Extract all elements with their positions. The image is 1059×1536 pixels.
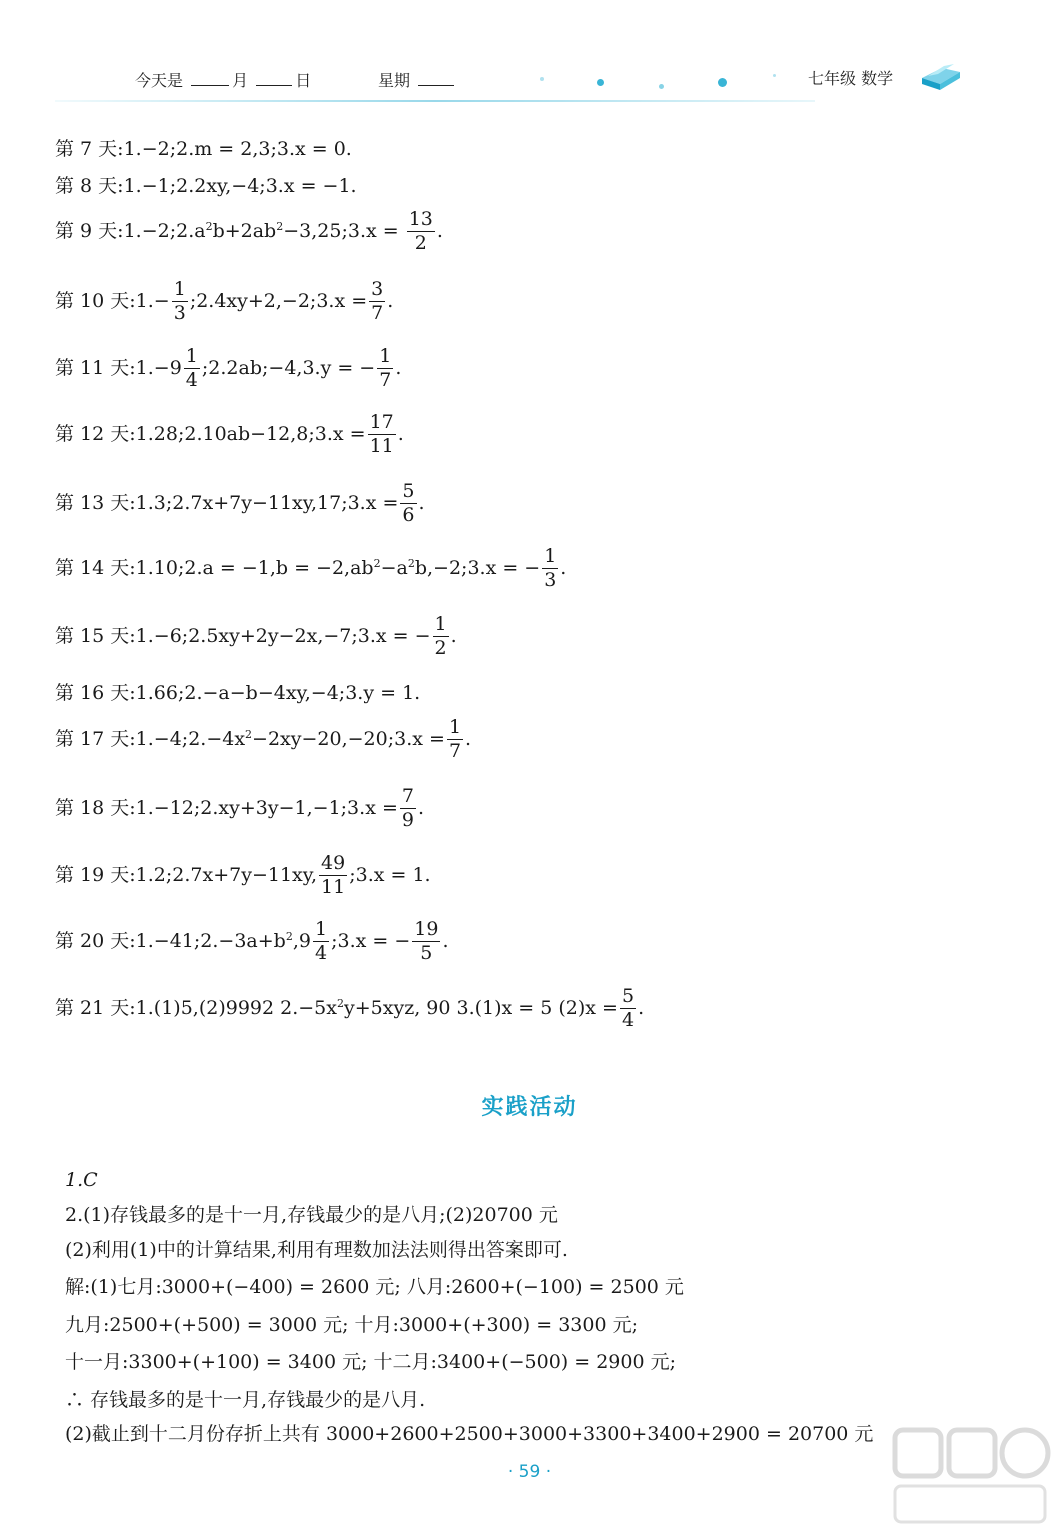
exponent: 2: [285, 929, 293, 943]
text: 第 13 天:1.3;2.7x+7y−11xy,17;3.x =: [55, 491, 399, 514]
answer-day-18: [55, 787, 424, 831]
text: .: [418, 491, 425, 514]
practice-line-8: (2)截止到十二月份存折上共有 3000+2600+2500+3000+3300+3400+2900 = 20700 元: [65, 1423, 874, 1445]
denominator: 7: [448, 739, 462, 762]
text: b,−2;3.x = −: [414, 556, 541, 579]
answer-day-15: [55, 615, 457, 659]
fraction: [313, 920, 329, 964]
text: ,9: [292, 929, 311, 952]
text: −a: [380, 556, 408, 579]
numerator: 7: [401, 785, 414, 807]
numerator: 1: [544, 545, 557, 567]
text: 第 14 天:1.10;2.a = −1,b = −2,ab: [55, 556, 374, 579]
text: ;3.x = 1.: [349, 863, 431, 886]
text: .: [417, 796, 425, 819]
text: .: [450, 624, 457, 647]
text: 第 12 天:1.28;2.10ab−12,8;3.x =: [55, 422, 366, 445]
text: 第 11 天:1.−9: [55, 356, 182, 379]
text: y+5xyz, 90 3.(1)x = 5 (2)x =: [344, 996, 618, 1019]
text: .: [436, 219, 443, 242]
fraction: [620, 987, 636, 1031]
numerator: 1: [434, 613, 447, 635]
text: 第 9 天:1.−2;2.a: [55, 219, 206, 242]
denominator: 4: [621, 1008, 635, 1031]
text: 第 20 天:1.−41;2.−3a+b: [55, 929, 286, 952]
text: b+2ab: [212, 219, 277, 242]
decor-dot: [597, 79, 604, 86]
page-number: · 59 ·: [507, 1462, 552, 1482]
answer-day-12: [55, 413, 404, 457]
denominator: 3: [544, 568, 557, 591]
text: .: [395, 356, 402, 379]
date-prefix: 今天是: [135, 71, 184, 90]
text: 第 10 天:1.−: [55, 289, 170, 312]
practice-line-3: (2)利用(1)中的计算结果,利用有理数加法法则得出答案即可.: [65, 1239, 568, 1261]
text: 第 18 天:1.−12;2.xy+3y−1,−1;3.x =: [55, 796, 398, 819]
fraction: [433, 615, 449, 659]
numerator: 1: [448, 716, 462, 738]
day-blank: [256, 71, 292, 86]
answer-day-11: [55, 347, 401, 391]
denominator: 7: [379, 368, 392, 391]
answer-day-9: [55, 210, 443, 254]
fraction: [172, 280, 188, 324]
page-header: [0, 0, 1059, 115]
text: .: [465, 727, 472, 750]
text: .: [397, 422, 404, 445]
denominator: 2: [414, 231, 427, 254]
exponent: 2: [373, 556, 381, 570]
denominator: 3: [173, 301, 186, 324]
grade-subject: 七年级 数学: [808, 69, 894, 88]
day-label: 日: [295, 71, 312, 90]
denominator: 11: [321, 875, 346, 898]
text: .: [442, 929, 449, 952]
text: −2xy−20,−20;3.x =: [252, 727, 445, 750]
text: −3,25;3.x =: [283, 219, 399, 242]
month-label: 月: [232, 71, 249, 90]
numerator: 3: [371, 278, 384, 300]
denominator: 2: [434, 636, 447, 659]
denominator: 4: [314, 941, 328, 964]
answer-day-17: [55, 718, 471, 762]
text: .: [560, 556, 567, 579]
answer-day-8: 第 8 天:1.−1;2.2xy,−4;3.x = −1.: [55, 175, 357, 197]
practice-line-4: 解:(1)七月:3000+(−400) = 2600 元; 八月:2600+(−100) = 2500 元: [65, 1276, 684, 1298]
answer-day-10: [55, 280, 393, 324]
text: 第 15 天:1.−6;2.5xy+2y−2x,−7;3.x = −: [55, 624, 431, 647]
text: .: [638, 996, 645, 1019]
text: 第 21 天:1.(1)5,(2)9992 2.−5x: [55, 996, 337, 1019]
fraction: [412, 920, 440, 964]
decor-dot: [540, 77, 544, 81]
text: 第 19 天:1.2;2.7x+7y−11xy,: [55, 863, 318, 886]
exponent: 2: [407, 556, 415, 570]
numerator: 1: [379, 345, 392, 367]
fraction: [184, 347, 200, 391]
numerator: 49: [321, 852, 346, 874]
date-fill-in: [135, 68, 311, 91]
answer-day-14: [55, 547, 566, 591]
practice-line-6: 十一月:3300+(+100) = 3400 元; 十二月:3400+(−500) = 2900 元;: [65, 1351, 676, 1373]
text: ;2.4xy+2,−2;3.x =: [189, 289, 368, 312]
exponent: 2: [245, 727, 253, 741]
header-divider: [55, 100, 815, 102]
answer-day-13: [55, 482, 425, 526]
fraction: [369, 280, 385, 324]
numerator: 5: [621, 985, 635, 1007]
numerator: 17: [369, 411, 394, 433]
fraction: [319, 854, 347, 898]
numerator: 13: [408, 208, 433, 230]
decor-dot: [718, 78, 727, 87]
exponent: 2: [337, 996, 344, 1010]
denominator: 6: [402, 503, 415, 526]
answer-day-20: [55, 920, 448, 964]
practice-line-2: 2.(1)存钱最多的是十一月,存钱最少的是八月;(2)20700 元: [65, 1204, 558, 1226]
denominator: 11: [369, 434, 394, 457]
decor-dot: [659, 84, 664, 89]
section-title: 实践活动: [481, 1095, 578, 1120]
practice-line-5: 九月:2500+(+500) = 3000 元; 十月:3000+(+300) = 3300 元;: [65, 1314, 638, 1336]
denominator: 7: [371, 301, 384, 324]
weekday-label: 星期: [378, 71, 411, 90]
practice-line-7: ∴ 存钱最多的是十一月,存钱最少的是八月.: [65, 1389, 426, 1411]
numerator: 19: [414, 918, 439, 940]
weekday-fill-in: [378, 68, 457, 91]
weekday-blank: [418, 71, 454, 86]
exponent: 2: [276, 219, 284, 233]
denominator: 4: [185, 368, 198, 391]
decor-dot: [773, 74, 776, 77]
text: ;2.2ab;−4,3.y = −: [201, 356, 376, 379]
fraction: [447, 718, 463, 762]
answer-day-7: 第 7 天:1.−2;2.m = 2,3;3.x = 0.: [55, 138, 352, 160]
fraction: [400, 787, 416, 831]
denominator: 9: [401, 808, 414, 831]
fraction: [400, 482, 416, 526]
denominator: 5: [420, 941, 433, 964]
answer-day-16: 第 16 天:1.66;2.−a−b−4xy,−4;3.y = 1.: [55, 682, 421, 704]
text: ;3.x = −: [331, 929, 411, 952]
fraction: [377, 347, 393, 391]
answer-day-21: [55, 987, 644, 1031]
fraction: [407, 210, 435, 254]
fraction: [542, 547, 558, 591]
numerator: 1: [314, 918, 328, 940]
month-blank: [191, 71, 229, 86]
answer-day-19: [55, 854, 431, 898]
fraction: [368, 413, 396, 457]
watermark-stamp-icon: [885, 1420, 1055, 1530]
text: .: [387, 289, 394, 312]
numerator: 1: [185, 345, 198, 367]
practice-line-1: 1.C: [65, 1169, 98, 1191]
numerator: 1: [173, 278, 186, 300]
book-logo-icon: [920, 62, 962, 92]
exponent: 2: [205, 219, 213, 233]
numerator: 5: [402, 480, 415, 502]
text: 第 17 天:1.−4;2.−4x: [55, 727, 246, 750]
